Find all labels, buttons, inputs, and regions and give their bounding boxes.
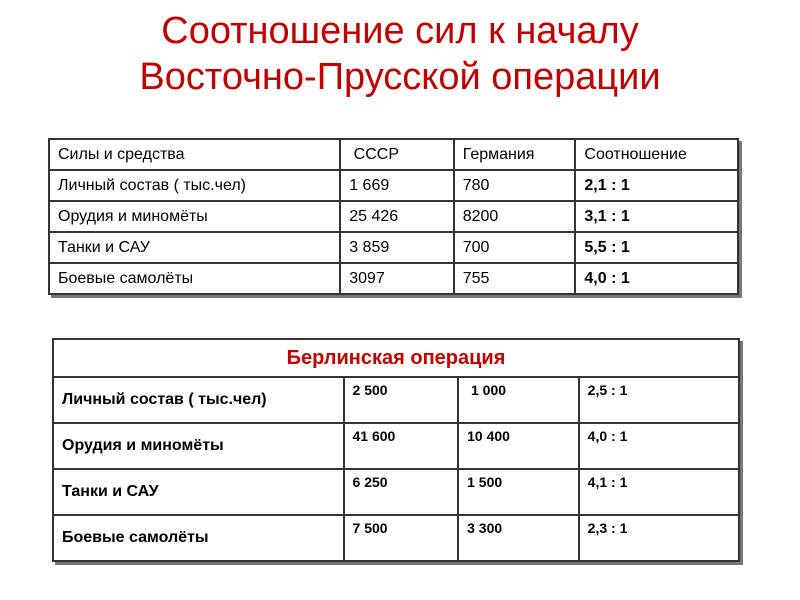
cell-germany: 1 000 — [458, 377, 579, 423]
header-ussr: СССР — [340, 139, 454, 170]
berlin-table — [52, 338, 740, 562]
table-row — [49, 170, 738, 201]
cell-germany: 8200 — [454, 201, 576, 232]
header-ratio: Соотношение — [575, 139, 738, 170]
cell-ratio: 2,5 : 1 — [579, 377, 739, 423]
cell-ratio: 2,1 : 1 — [575, 170, 738, 201]
cell-ratio: 4,0 : 1 — [575, 263, 738, 294]
cell-germany: 700 — [454, 232, 576, 263]
cell-ussr: 25 426 — [340, 201, 454, 232]
header-forces: Силы и средства — [49, 139, 340, 170]
row-label: Танки и САУ — [53, 469, 344, 515]
page-title — [0, 8, 800, 100]
cell-germany: 755 — [454, 263, 576, 294]
cell-ratio: 4,0 : 1 — [579, 423, 739, 469]
row-label: Боевые самолёты — [49, 263, 340, 294]
cell-ussr: 6 250 — [344, 469, 459, 515]
row-label: Личный состав ( тыс.чел) — [49, 170, 340, 201]
row-label: Боевые самолёты — [53, 515, 344, 561]
table-row — [53, 469, 739, 515]
cell-ussr: 2 500 — [344, 377, 459, 423]
cell-ussr: 41 600 — [344, 423, 459, 469]
east-prussian-table — [48, 138, 739, 295]
row-label: Личный состав ( тыс.чел) — [53, 377, 344, 423]
cell-ussr: 3 859 — [340, 232, 454, 263]
row-label: Орудия и миномёты — [49, 201, 340, 232]
cell-ratio: 2,3 : 1 — [579, 515, 739, 561]
cell-germany: 3 300 — [458, 515, 579, 561]
berlin-title-row — [53, 339, 739, 377]
table-row — [49, 232, 738, 263]
cell-germany: 1 500 — [458, 469, 579, 515]
cell-ratio: 5,5 : 1 — [575, 232, 738, 263]
cell-germany: 10 400 — [458, 423, 579, 469]
row-label: Орудия и миномёты — [53, 423, 344, 469]
header-germany: Германия — [454, 139, 576, 170]
berlin-title: Берлинская операция — [53, 339, 739, 377]
table-header-row — [49, 139, 738, 170]
table-row — [49, 201, 738, 232]
cell-ratio: 4,1 : 1 — [579, 469, 739, 515]
cell-germany: 780 — [454, 170, 576, 201]
table-row — [49, 263, 738, 294]
cell-ussr: 3097 — [340, 263, 454, 294]
table-row — [53, 515, 739, 561]
table-row — [53, 423, 739, 469]
table-row — [53, 377, 739, 423]
cell-ratio: 3,1 : 1 — [575, 201, 738, 232]
cell-ussr: 7 500 — [344, 515, 459, 561]
cell-ussr: 1 669 — [340, 170, 454, 201]
title-line-2: Восточно-Прусской операции — [139, 56, 661, 98]
row-label: Танки и САУ — [49, 232, 340, 263]
title-line-1: Соотношение сил к началу — [161, 10, 639, 52]
